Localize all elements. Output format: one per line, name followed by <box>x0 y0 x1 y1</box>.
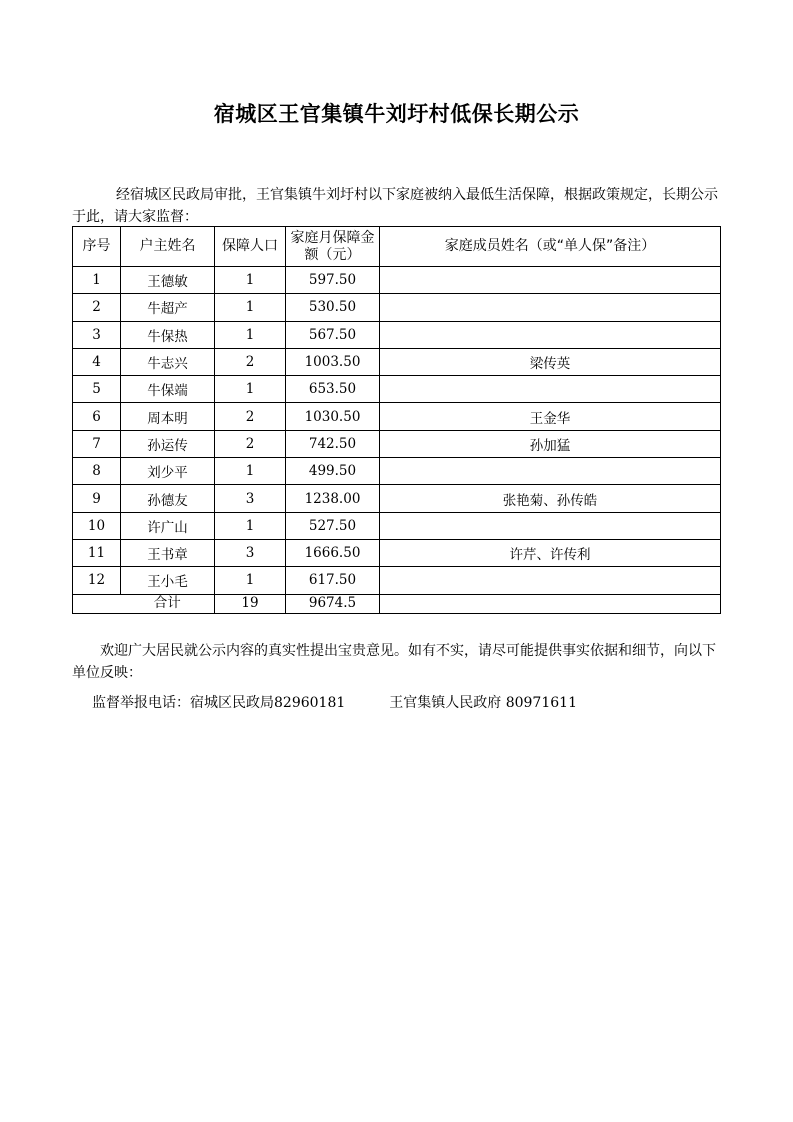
subsistence-roster-table <box>72 226 721 614</box>
table-row <box>73 403 721 430</box>
row-monthly-amount: 742.50 <box>286 430 380 457</box>
row-monthly-amount: 1238.00 <box>286 485 380 512</box>
table-body <box>73 267 721 595</box>
row-covered-persons: 2 <box>215 430 286 457</box>
row-family-members <box>380 267 721 294</box>
row-seq: 11 <box>73 539 121 566</box>
row-monthly-amount: 1003.50 <box>286 348 380 375</box>
header-covered-persons: 保障人口 <box>215 227 286 267</box>
row-seq: 6 <box>73 403 121 430</box>
table-header-row <box>73 227 721 267</box>
total-members <box>380 594 721 613</box>
row-covered-persons: 1 <box>215 267 286 294</box>
row-family-members <box>380 567 721 594</box>
row-monthly-amount: 530.50 <box>286 294 380 321</box>
row-family-members: 梁传英 <box>380 348 721 375</box>
table-row <box>73 430 721 457</box>
table-row <box>73 294 721 321</box>
row-covered-persons: 1 <box>215 294 286 321</box>
closing-paragraph: 欢迎广大居民就公示内容的真实性提出宝贵意见。如有不实，请尽可能提供事实依据和细节，向以下单位反映： <box>72 643 716 681</box>
header-householder-name: 户主姓名 <box>121 227 215 267</box>
row-family-members <box>380 321 721 348</box>
row-family-members: 孙加猛 <box>380 430 721 457</box>
table-row <box>73 539 721 566</box>
row-seq: 1 <box>73 267 121 294</box>
row-covered-persons: 3 <box>215 485 286 512</box>
row-monthly-amount: 527.50 <box>286 512 380 539</box>
row-householder-name: 牛保热 <box>121 321 215 348</box>
table-row <box>73 321 721 348</box>
row-householder-name: 周本明 <box>121 403 215 430</box>
row-monthly-amount: 1666.50 <box>286 539 380 566</box>
table-row <box>73 567 721 594</box>
total-amount: 9674.5 <box>286 594 380 613</box>
total-label-left <box>73 594 121 613</box>
header-seq: 序号 <box>73 227 121 267</box>
row-family-members: 张艳菊、孙传皓 <box>380 485 721 512</box>
row-family-members <box>380 376 721 403</box>
row-monthly-amount: 597.50 <box>286 267 380 294</box>
table-row <box>73 376 721 403</box>
table-row <box>73 267 721 294</box>
table-row <box>73 458 721 485</box>
row-family-members <box>380 458 721 485</box>
total-persons: 19 <box>215 594 286 613</box>
contact-line <box>92 692 732 714</box>
row-seq: 4 <box>73 348 121 375</box>
header-family-members: 家庭成员姓名（或“单人保”备注） <box>380 227 721 267</box>
row-covered-persons: 1 <box>215 567 286 594</box>
total-row <box>73 594 721 613</box>
row-householder-name: 牛保端 <box>121 376 215 403</box>
header-monthly-amount: 家庭月保障金额（元） <box>286 227 380 267</box>
row-covered-persons: 2 <box>215 348 286 375</box>
contact-label: 监督举报电话： <box>92 695 190 711</box>
row-covered-persons: 1 <box>215 321 286 348</box>
row-householder-name: 刘少平 <box>121 458 215 485</box>
row-householder-name: 王书章 <box>121 539 215 566</box>
row-householder-name: 孙德友 <box>121 485 215 512</box>
row-householder-name: 牛志兴 <box>121 348 215 375</box>
row-seq: 2 <box>73 294 121 321</box>
row-covered-persons: 1 <box>215 458 286 485</box>
document-title: 宿城区王官集镇牛刘圩村低保长期公示 <box>213 102 580 126</box>
row-seq: 10 <box>73 512 121 539</box>
row-householder-name: 许广山 <box>121 512 215 539</box>
row-householder-name: 孙运传 <box>121 430 215 457</box>
row-seq: 12 <box>73 567 121 594</box>
row-family-members <box>380 512 721 539</box>
row-seq: 9 <box>73 485 121 512</box>
table-row <box>73 485 721 512</box>
row-monthly-amount: 1030.50 <box>286 403 380 430</box>
row-monthly-amount: 499.50 <box>286 458 380 485</box>
row-monthly-amount: 653.50 <box>286 376 380 403</box>
row-monthly-amount: 567.50 <box>286 321 380 348</box>
row-monthly-amount: 617.50 <box>286 567 380 594</box>
row-covered-persons: 1 <box>215 512 286 539</box>
total-label: 合计 <box>121 594 215 613</box>
row-householder-name: 王德敏 <box>121 267 215 294</box>
town-government-phone: 王官集镇人民政府 80971611 <box>389 695 577 711</box>
row-covered-persons: 3 <box>215 539 286 566</box>
row-covered-persons: 2 <box>215 403 286 430</box>
row-covered-persons: 1 <box>215 376 286 403</box>
table-row <box>73 512 721 539</box>
intro-paragraph: 经宿城区民政局审批，王官集镇牛刘圩村以下家庭被纳入最低生活保障，根据政策规定，长期公示于此，请大家监督： <box>72 187 718 225</box>
row-seq: 3 <box>73 321 121 348</box>
row-seq: 5 <box>73 376 121 403</box>
row-seq: 7 <box>73 430 121 457</box>
row-seq: 8 <box>73 458 121 485</box>
row-family-members: 王金华 <box>380 403 721 430</box>
row-householder-name: 王小毛 <box>121 567 215 594</box>
row-family-members: 许芹、许传利 <box>380 539 721 566</box>
civil-affairs-phone: 宿城区民政局82960181 <box>190 695 346 711</box>
row-family-members <box>380 294 721 321</box>
table-row <box>73 348 721 375</box>
row-householder-name: 牛超产 <box>121 294 215 321</box>
